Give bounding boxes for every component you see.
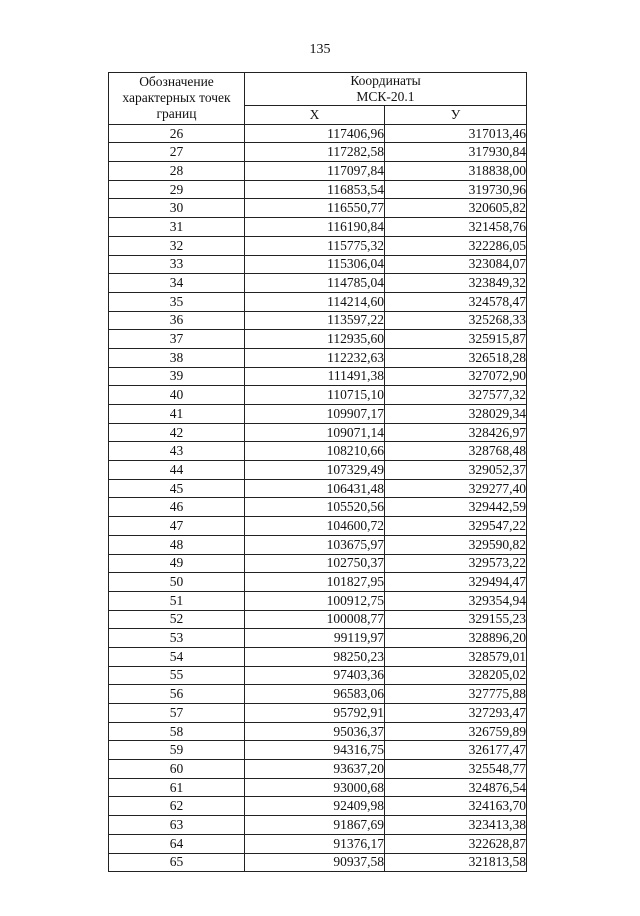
y-coordinate-cell: 322628,87 [385, 834, 527, 853]
y-coordinate-cell: 322286,05 [385, 236, 527, 255]
table-row [109, 218, 527, 237]
y-coordinate-cell: 323849,32 [385, 274, 527, 293]
x-coordinate-cell: 110715,10 [245, 386, 385, 405]
table-row [109, 274, 527, 293]
table-row [109, 479, 527, 498]
y-coordinate-cell: 329442,59 [385, 498, 527, 517]
table-row [109, 629, 527, 648]
y-coordinate-cell: 324163,70 [385, 797, 527, 816]
y-coordinate-cell: 329547,22 [385, 517, 527, 536]
y-coordinate-cell: 324578,47 [385, 292, 527, 311]
table-row [109, 442, 527, 461]
y-coordinate-cell: 326518,28 [385, 348, 527, 367]
y-coordinate-cell: 329590,82 [385, 535, 527, 554]
y-coordinate-cell: 317930,84 [385, 143, 527, 162]
table-row [109, 591, 527, 610]
x-coordinate-cell: 102750,37 [245, 554, 385, 573]
x-coordinate-cell: 95036,37 [245, 722, 385, 741]
table-row [109, 236, 527, 255]
x-coordinate-cell: 97403,36 [245, 666, 385, 685]
table-row [109, 517, 527, 536]
y-coordinate-cell: 324876,54 [385, 778, 527, 797]
y-coordinate-cell: 321458,76 [385, 218, 527, 237]
y-coordinate-cell: 329573,22 [385, 554, 527, 573]
table-body [109, 124, 527, 872]
point-id-cell: 32 [109, 236, 245, 255]
x-coordinate-cell: 93637,20 [245, 760, 385, 779]
x-coordinate-cell: 113597,22 [245, 311, 385, 330]
y-coordinate-cell: 323084,07 [385, 255, 527, 274]
table-row [109, 386, 527, 405]
point-id-cell: 40 [109, 386, 245, 405]
x-coordinate-cell: 107329,49 [245, 461, 385, 480]
point-id-cell: 60 [109, 760, 245, 779]
point-id-cell: 53 [109, 629, 245, 648]
y-coordinate-cell: 329277,40 [385, 479, 527, 498]
page-number: 135 [309, 42, 331, 57]
y-coordinate-cell: 327577,32 [385, 386, 527, 405]
table-row [109, 124, 527, 143]
table-row [109, 741, 527, 760]
point-id-cell: 29 [109, 180, 245, 199]
table-row [109, 816, 527, 835]
table-row [109, 554, 527, 573]
table-row [109, 199, 527, 218]
header-row-top [109, 73, 527, 106]
point-id-cell: 28 [109, 162, 245, 181]
point-id-cell: 64 [109, 834, 245, 853]
x-coordinate-cell: 105520,56 [245, 498, 385, 517]
table-row [109, 535, 527, 554]
y-coordinate-cell: 318838,00 [385, 162, 527, 181]
point-id-cell: 45 [109, 479, 245, 498]
point-id-cell: 47 [109, 517, 245, 536]
point-id-cell: 44 [109, 461, 245, 480]
x-coordinate-cell: 112935,60 [245, 330, 385, 349]
x-coordinate-cell: 116853,54 [245, 180, 385, 199]
table-header [109, 73, 527, 125]
table-row [109, 647, 527, 666]
x-coordinate-cell: 114214,60 [245, 292, 385, 311]
header-point-designation [109, 73, 245, 125]
y-coordinate-cell: 326177,47 [385, 741, 527, 760]
table-row [109, 162, 527, 181]
y-coordinate-cell: 328205,02 [385, 666, 527, 685]
table-row [109, 255, 527, 274]
point-id-cell: 63 [109, 816, 245, 835]
point-id-cell: 26 [109, 124, 245, 143]
point-id-cell: 62 [109, 797, 245, 816]
y-coordinate-cell: 329354,94 [385, 591, 527, 610]
table-row [109, 722, 527, 741]
header-coords-line2: МСК-20.1 [356, 89, 415, 104]
point-id-cell: 31 [109, 218, 245, 237]
x-coordinate-cell: 92409,98 [245, 797, 385, 816]
table-row [109, 348, 527, 367]
table-row [109, 143, 527, 162]
table-row [109, 834, 527, 853]
x-coordinate-cell: 104600,72 [245, 517, 385, 536]
table-row [109, 573, 527, 592]
header-y: У [385, 106, 527, 125]
x-coordinate-cell: 91867,69 [245, 816, 385, 835]
x-coordinate-cell: 108210,66 [245, 442, 385, 461]
x-coordinate-cell: 109907,17 [245, 405, 385, 424]
coordinates-table [108, 72, 527, 872]
y-coordinate-cell: 326759,89 [385, 722, 527, 741]
header-point-line2: характерных точек [122, 90, 231, 106]
x-coordinate-cell: 116550,77 [245, 199, 385, 218]
header-point-line1: Обозначение [139, 74, 214, 90]
point-id-cell: 39 [109, 367, 245, 386]
y-coordinate-cell: 329052,37 [385, 461, 527, 480]
table-row [109, 405, 527, 424]
x-coordinate-cell: 115775,32 [245, 236, 385, 255]
point-id-cell: 27 [109, 143, 245, 162]
y-coordinate-cell: 327072,90 [385, 367, 527, 386]
header-coords-line1: Координаты [350, 73, 421, 88]
point-id-cell: 54 [109, 647, 245, 666]
x-coordinate-cell: 100912,75 [245, 591, 385, 610]
point-id-cell: 58 [109, 722, 245, 741]
x-coordinate-cell: 116190,84 [245, 218, 385, 237]
x-coordinate-cell: 101827,95 [245, 573, 385, 592]
y-coordinate-cell: 325915,87 [385, 330, 527, 349]
point-id-cell: 30 [109, 199, 245, 218]
y-coordinate-cell: 328896,20 [385, 629, 527, 648]
point-id-cell: 49 [109, 554, 245, 573]
point-id-cell: 41 [109, 405, 245, 424]
table-row [109, 853, 527, 872]
x-coordinate-cell: 115306,04 [245, 255, 385, 274]
point-id-cell: 57 [109, 704, 245, 723]
table-row [109, 778, 527, 797]
table-row [109, 610, 527, 629]
point-id-cell: 55 [109, 666, 245, 685]
x-coordinate-cell: 96583,06 [245, 685, 385, 704]
y-coordinate-cell: 328579,01 [385, 647, 527, 666]
x-coordinate-cell: 117406,96 [245, 124, 385, 143]
header-point-line3: границ [156, 106, 197, 122]
table-row [109, 423, 527, 442]
y-coordinate-cell: 325268,33 [385, 311, 527, 330]
point-id-cell: 48 [109, 535, 245, 554]
x-coordinate-cell: 103675,97 [245, 535, 385, 554]
x-coordinate-cell: 91376,17 [245, 834, 385, 853]
x-coordinate-cell: 112232,63 [245, 348, 385, 367]
y-coordinate-cell: 317013,46 [385, 124, 527, 143]
y-coordinate-cell: 329494,47 [385, 573, 527, 592]
point-id-cell: 51 [109, 591, 245, 610]
table-row [109, 461, 527, 480]
x-coordinate-cell: 100008,77 [245, 610, 385, 629]
point-id-cell: 65 [109, 853, 245, 872]
x-coordinate-cell: 98250,23 [245, 647, 385, 666]
y-coordinate-cell: 328029,34 [385, 405, 527, 424]
table-row [109, 292, 527, 311]
x-coordinate-cell: 94316,75 [245, 741, 385, 760]
table-row [109, 330, 527, 349]
point-id-cell: 37 [109, 330, 245, 349]
y-coordinate-cell: 321813,58 [385, 853, 527, 872]
point-id-cell: 50 [109, 573, 245, 592]
y-coordinate-cell: 319730,96 [385, 180, 527, 199]
point-id-cell: 61 [109, 778, 245, 797]
y-coordinate-cell: 320605,82 [385, 199, 527, 218]
x-coordinate-cell: 117282,58 [245, 143, 385, 162]
point-id-cell: 56 [109, 685, 245, 704]
y-coordinate-cell: 327775,88 [385, 685, 527, 704]
x-coordinate-cell: 99119,97 [245, 629, 385, 648]
x-coordinate-cell: 106431,48 [245, 479, 385, 498]
x-coordinate-cell: 109071,14 [245, 423, 385, 442]
x-coordinate-cell: 111491,38 [245, 367, 385, 386]
header-coordinates [245, 73, 527, 106]
table-row [109, 498, 527, 517]
table-row [109, 704, 527, 723]
y-coordinate-cell: 323413,38 [385, 816, 527, 835]
table-row [109, 367, 527, 386]
point-id-cell: 46 [109, 498, 245, 517]
point-id-cell: 34 [109, 274, 245, 293]
y-coordinate-cell: 328768,48 [385, 442, 527, 461]
x-coordinate-cell: 93000,68 [245, 778, 385, 797]
table-row [109, 180, 527, 199]
table-row [109, 666, 527, 685]
point-id-cell: 59 [109, 741, 245, 760]
table-row [109, 797, 527, 816]
point-id-cell: 42 [109, 423, 245, 442]
x-coordinate-cell: 90937,58 [245, 853, 385, 872]
point-id-cell: 43 [109, 442, 245, 461]
point-id-cell: 38 [109, 348, 245, 367]
y-coordinate-cell: 328426,97 [385, 423, 527, 442]
header-x: X [245, 106, 385, 125]
point-id-cell: 52 [109, 610, 245, 629]
table-row [109, 685, 527, 704]
point-id-cell: 33 [109, 255, 245, 274]
y-coordinate-cell: 327293,47 [385, 704, 527, 723]
table-row [109, 760, 527, 779]
y-coordinate-cell: 329155,23 [385, 610, 527, 629]
point-id-cell: 36 [109, 311, 245, 330]
point-id-cell: 35 [109, 292, 245, 311]
x-coordinate-cell: 117097,84 [245, 162, 385, 181]
x-coordinate-cell: 95792,91 [245, 704, 385, 723]
table-row [109, 311, 527, 330]
x-coordinate-cell: 114785,04 [245, 274, 385, 293]
y-coordinate-cell: 325548,77 [385, 760, 527, 779]
